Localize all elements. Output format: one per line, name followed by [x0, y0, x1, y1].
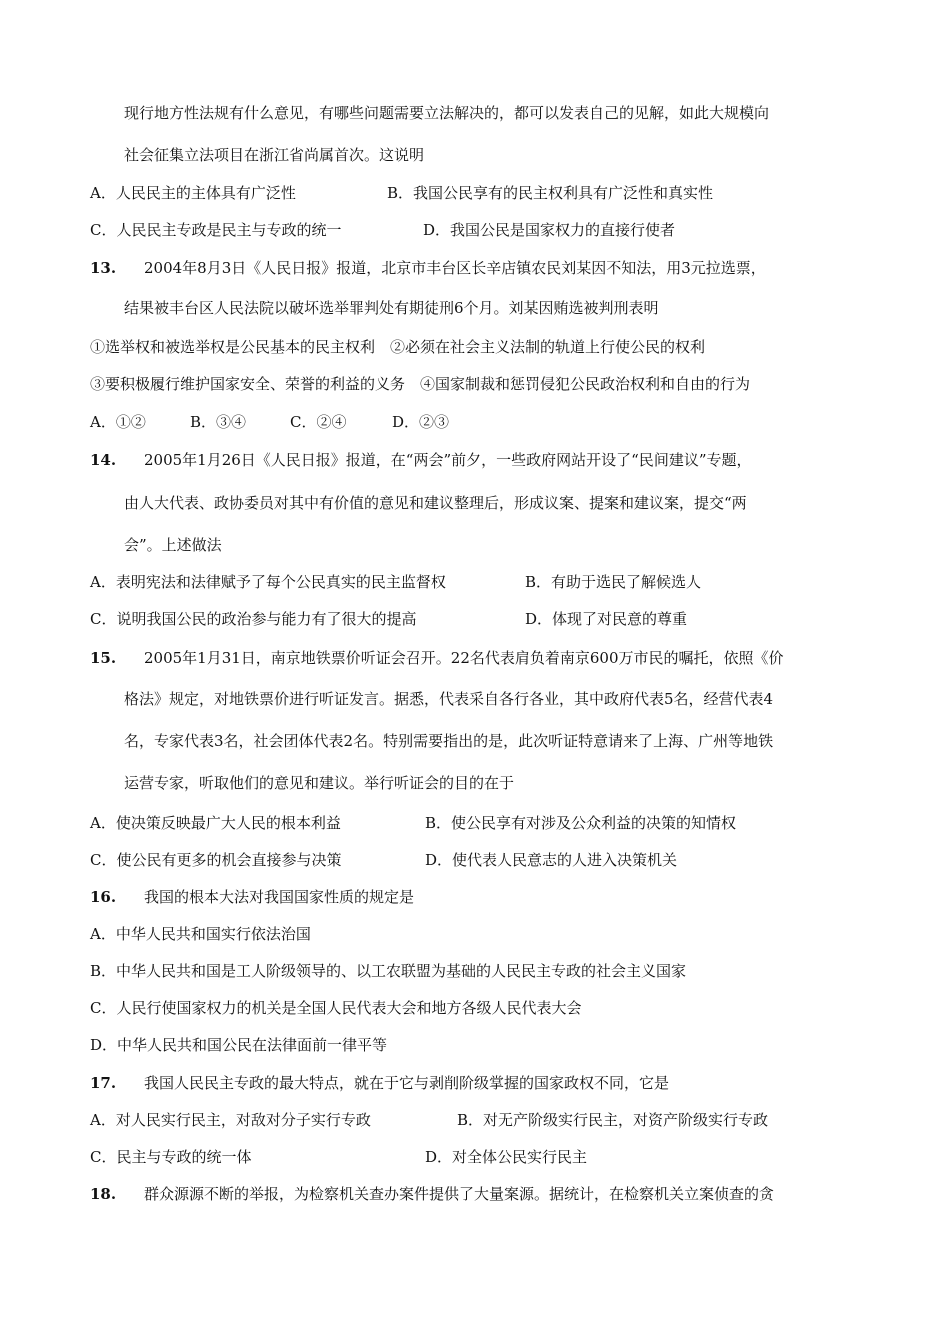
question-18	[90, 1184, 774, 1204]
question-text-line: 2005年1月26日《人民日报》报道，在“两会”前夕，一些政府网站开设了“民间建议”专题，	[144, 451, 752, 469]
question-text-line: 运营专家，听取他们的意见和建议。举行听证会的目的在于	[124, 774, 515, 792]
option-b: B．使公民享有对涉及公众利益的决策的知情权	[425, 814, 737, 832]
question-text-line: 我国的根本大法对我国国家性质的规定是	[144, 888, 415, 906]
question-text-line: 会”。上述做法	[124, 536, 222, 554]
question-text-line: 现行地方性法规有什么意见，有哪些问题需要立法解决的，都可以发表自己的见解，如此大规模向	[124, 104, 770, 122]
option-b: B．有助于选民了解候选人	[525, 573, 702, 591]
option-b: B．③④	[190, 413, 247, 431]
question-number: 13.	[90, 259, 117, 277]
option-c: C．说明我国公民的政治参与能力有了很大的提高	[90, 610, 417, 628]
question-text-line: 名，专家代表3名，社会团体代表2名。特别需要指出的是，此次听证特意请来了上海、广州等地铁	[124, 732, 774, 750]
question-text-line: 结果被丰台区人民法院以破坏选举罪判处有期徒刑6个月。刘某因贿选被判刑表明	[124, 299, 659, 317]
question-14	[90, 450, 751, 470]
option-b: B．中华人民共和国是工人阶级领导的、以工农联盟为基础的人民民主专政的社会主义国家	[90, 962, 687, 980]
option-d: D．对全体公民实行民主	[425, 1148, 588, 1166]
question-17	[90, 1073, 669, 1093]
option-a: A．①②	[90, 413, 146, 431]
question-16	[90, 887, 414, 907]
question-number: 14.	[90, 451, 117, 469]
question-number: 18.	[90, 1185, 117, 1203]
question-text-line: 群众源源不断的举报，为检察机关查办案件提供了大量案源。据统计，在检察机关立案侦查的贪	[144, 1185, 775, 1203]
option-a: A．使决策反映最广大人民的根本利益	[90, 814, 341, 832]
option-d: D．体现了对民意的尊重	[525, 610, 688, 628]
question-text-line: 2004年8月3日《人民日报》报道，北京市丰台区长辛店镇农民刘某因不知法，用3元拉选票，	[144, 259, 766, 277]
question-text-line: 我国人民民主专政的最大特点，就在于它与剥削阶级掌握的国家政权不同，它是	[144, 1074, 670, 1092]
question-15	[90, 648, 784, 668]
option-d: D．我国公民是国家权力的直接行使者	[423, 221, 676, 239]
question-text-line: 社会征集立法项目在浙江省尚属首次。这说明	[124, 146, 425, 164]
option-a: A．表明宪法和法律赋予了每个公民真实的民主监督权	[90, 573, 446, 591]
option-c: C．②④	[290, 413, 347, 431]
option-d: D．使代表人民意志的人进入决策机关	[425, 851, 678, 869]
option-d: D．②③	[392, 413, 450, 431]
option-a: A．人民民主的主体具有广泛性	[90, 184, 296, 202]
option-c: C．使公民有更多的机会直接参与决策	[90, 851, 342, 869]
question-number: 15.	[90, 649, 117, 667]
question-text-line: 2005年1月31日，南京地铁票价听证会召开。22名代表肩负着南京600万市民的嘱托，依照《价	[144, 649, 784, 667]
question-number: 16.	[90, 888, 117, 906]
question-text-line: 由人大代表、政协委员对其中有价值的意见和建议整理后，形成议案、提案和建议案，提交“两	[124, 494, 747, 512]
option-d: D．中华人民共和国公民在法律面前一律平等	[90, 1036, 388, 1054]
option-b: B．对无产阶级实行民主，对资产阶级实行专政	[457, 1111, 769, 1129]
option-c: C．人民行使国家权力的机关是全国人民代表大会和地方各级人民代表大会	[90, 999, 582, 1017]
question-13	[90, 258, 766, 278]
option-c: C．人民民主专政是民主与专政的统一	[90, 221, 342, 239]
question-number: 17.	[90, 1074, 117, 1092]
question-text-line: 格法》规定，对地铁票价进行听证发言。据悉，代表采自各行各业，其中政府代表5名，经营代表4	[124, 690, 774, 708]
statement-line: ③要积极履行维护国家安全、荣誉的利益的义务 ④国家制裁和惩罚侵犯公民政治权利和自由的行为	[90, 375, 751, 393]
statement-line: ①选举权和被选举权是公民基本的民主权利 ②必须在社会主义法制的轨道上行使公民的权利	[90, 338, 706, 356]
option-b: B．我国公民享有的民主权利具有广泛性和真实性	[387, 184, 714, 202]
option-c: C．民主与专政的统一体	[90, 1148, 252, 1166]
option-a: A．对人民实行民主，对敌对分子实行专政	[90, 1111, 371, 1129]
option-a: A．中华人民共和国实行依法治国	[90, 925, 311, 943]
